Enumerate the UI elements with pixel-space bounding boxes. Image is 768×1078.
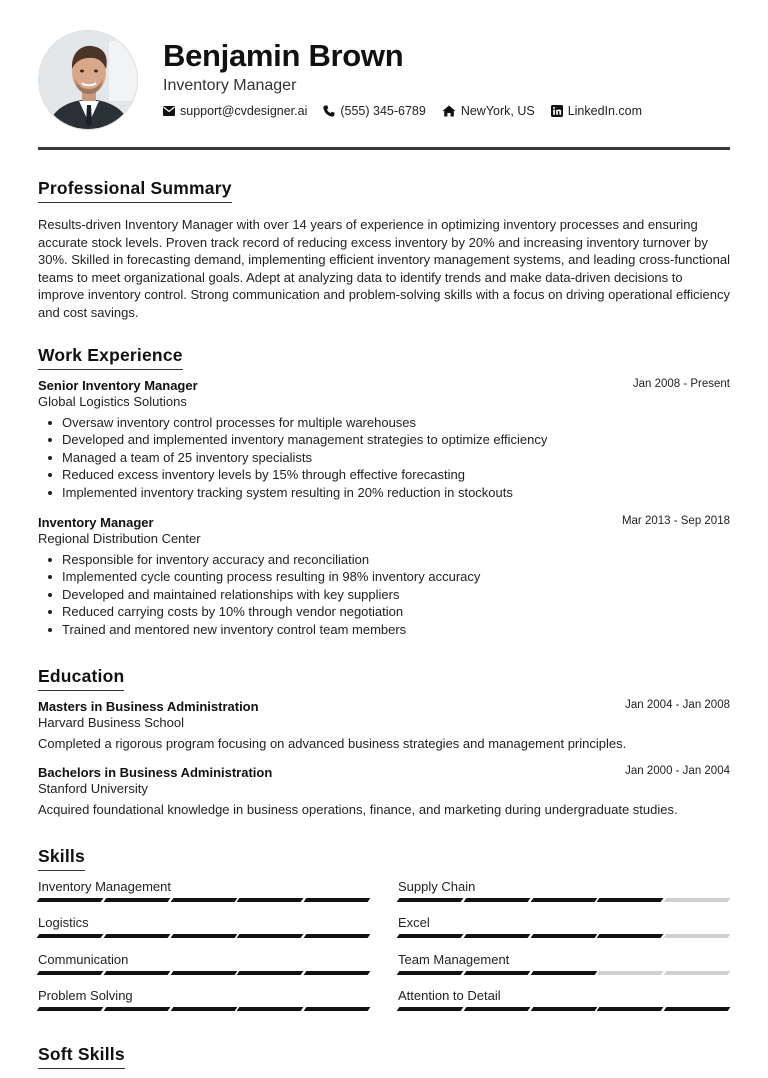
skill-segment-empty xyxy=(664,971,731,975)
job-bullet: Responsible for inventory accuracy and reconciliation xyxy=(62,551,730,568)
skill-segment-filled xyxy=(103,971,170,975)
job-bullet: Developed and implemented inventory management strategies to optimize efficiency xyxy=(62,431,730,448)
skill-level-bar xyxy=(398,1007,729,1011)
skill-name: Problem Solving xyxy=(38,988,133,1003)
job-title: Inventory Manager xyxy=(38,515,154,530)
contact-phone[interactable] xyxy=(323,104,425,118)
home-icon xyxy=(442,105,456,117)
contact-phone-text: (555) 345-6789 xyxy=(340,104,426,118)
education-heading: Education xyxy=(38,666,124,691)
skill-item xyxy=(398,915,729,938)
candidate-name: Benjamin Brown xyxy=(163,38,404,73)
header-divider xyxy=(38,147,730,150)
skill-segment-filled xyxy=(664,1007,731,1011)
skill-name: Supply Chain xyxy=(398,879,476,894)
skill-segment-filled xyxy=(170,898,237,902)
skill-level-bar xyxy=(38,898,369,902)
skill-segment-empty xyxy=(664,898,731,902)
envelope-icon xyxy=(163,106,175,116)
skill-segment-filled xyxy=(170,934,237,938)
skill-item xyxy=(38,879,369,902)
skill-level-bar xyxy=(38,971,369,975)
job-title: Senior Inventory Manager xyxy=(38,378,198,393)
skill-segment-filled xyxy=(397,898,464,902)
job-entry xyxy=(38,378,730,501)
job-bullet: Managed a team of 25 inventory specialists xyxy=(62,449,730,466)
summary-heading: Professional Summary xyxy=(38,178,232,203)
skill-segment-empty xyxy=(664,934,731,938)
contact-email[interactable] xyxy=(163,104,307,118)
skill-segment-filled xyxy=(463,971,530,975)
skill-segment-filled xyxy=(304,934,371,938)
skill-segment-filled xyxy=(463,934,530,938)
contact-location-text: NewYork, US xyxy=(460,104,535,118)
job-date: Jan 2008 - Present xyxy=(632,378,730,390)
skill-name: Attention to Detail xyxy=(398,988,501,1003)
education-date: Jan 2000 - Jan 2004 xyxy=(625,765,730,777)
skill-segment-filled xyxy=(37,971,104,975)
job-bullet: Reduced excess inventory levels by 15% through effective forecasting xyxy=(62,466,730,483)
skill-segment-filled xyxy=(463,1007,530,1011)
skill-segment-filled xyxy=(37,1007,104,1011)
resume-header xyxy=(38,30,730,132)
job-bullet: Implemented cycle counting process resulting in 98% inventory accuracy xyxy=(62,568,730,585)
skill-segment-filled xyxy=(597,898,664,902)
skill-segment-filled xyxy=(237,971,304,975)
skill-segment-filled xyxy=(170,971,237,975)
contact-linkedin-text: LinkedIn.com xyxy=(567,104,643,118)
education-entry xyxy=(38,765,730,817)
avatar xyxy=(38,30,138,130)
job-bullet: Developed and maintained relationships with key suppliers xyxy=(62,586,730,603)
job-company: Regional Distribution Center xyxy=(38,531,201,546)
degree-name: Masters in Business Administration xyxy=(38,699,259,714)
job-date: Mar 2013 - Sep 2018 xyxy=(621,515,730,527)
skill-segment-filled xyxy=(37,934,104,938)
skill-level-bar xyxy=(38,934,369,938)
skill-segment-filled xyxy=(530,971,597,975)
degree-name: Bachelors in Business Administration xyxy=(38,765,273,780)
skill-level-bar xyxy=(398,934,729,938)
job-entry xyxy=(38,515,730,638)
education-description: Acquired foundational knowledge in business operations, finance, and marketing during undergraduate studies. xyxy=(38,802,678,817)
skill-segment-filled xyxy=(463,898,530,902)
skill-level-bar xyxy=(398,898,729,902)
skill-item xyxy=(38,988,369,1011)
job-bullet: Trained and mentored new inventory control team members xyxy=(62,621,730,638)
job-bullets xyxy=(38,414,730,501)
skill-segment-filled xyxy=(37,898,104,902)
skill-segment-filled xyxy=(103,898,170,902)
skill-segment-filled xyxy=(237,934,304,938)
skill-item xyxy=(398,879,729,902)
skill-item xyxy=(398,988,729,1011)
skill-level-bar xyxy=(38,1007,369,1011)
experience-heading: Work Experience xyxy=(38,345,183,370)
contact-list xyxy=(163,104,642,118)
skill-segment-filled xyxy=(304,898,371,902)
skill-segment-filled xyxy=(237,1007,304,1011)
skill-item xyxy=(398,952,729,975)
skills-heading: Skills xyxy=(38,846,85,871)
skill-name: Logistics xyxy=(38,915,89,930)
candidate-title: Inventory Manager xyxy=(163,77,297,94)
job-bullet: Oversaw inventory control processes for multiple warehouses xyxy=(62,414,730,431)
linkedin-icon xyxy=(551,105,563,117)
skill-segment-filled xyxy=(597,1007,664,1011)
skill-segment-filled xyxy=(304,971,371,975)
skill-name: Communication xyxy=(38,952,129,967)
skill-name: Inventory Management xyxy=(38,879,171,894)
job-bullet: Implemented inventory tracking system resulting in 20% reduction in stockouts xyxy=(62,484,730,501)
education-description: Completed a rigorous program focusing on advanced business strategies and management principles. xyxy=(38,736,627,751)
soft-skills-heading: Soft Skills xyxy=(38,1044,125,1069)
skill-segment-filled xyxy=(597,934,664,938)
job-bullets xyxy=(38,551,730,638)
job-company: Global Logistics Solutions xyxy=(38,394,187,409)
education-entry xyxy=(38,699,730,751)
skill-item xyxy=(38,915,369,938)
phone-icon xyxy=(323,105,335,117)
skill-segment-empty xyxy=(597,971,664,975)
skill-segment-filled xyxy=(530,934,597,938)
contact-linkedin[interactable] xyxy=(551,104,642,118)
skill-segment-filled xyxy=(170,1007,237,1011)
skill-segment-filled xyxy=(237,898,304,902)
contact-email-text: support@cvdesigner.ai xyxy=(180,104,308,118)
skill-segment-filled xyxy=(397,971,464,975)
school-name: Stanford University xyxy=(38,781,148,796)
skill-segment-filled xyxy=(397,1007,464,1011)
skill-segment-filled xyxy=(397,934,464,938)
education-date: Jan 2004 - Jan 2008 xyxy=(625,699,730,711)
skill-name: Excel xyxy=(398,915,430,930)
skill-name: Team Management xyxy=(398,952,510,967)
school-name: Harvard Business School xyxy=(38,715,184,730)
job-bullet: Reduced carrying costs by 10% through vendor negotiation xyxy=(62,603,730,620)
contact-location xyxy=(442,104,535,118)
skill-segment-filled xyxy=(103,1007,170,1011)
skill-segment-filled xyxy=(530,898,597,902)
summary-text: Results-driven Inventory Manager with over 14 years of experience in optimizing inventory processes and ensuring accurate stock levels. Proven track record of reducing excess inventory by 20% and increasing inventory turnover by 30%. Skilled in forecasting demand, implementing efficient inventory management systems, and leading cross-functional teams to meet organizational goals. Adept at analyzing data to identify trends and make data-driven decisions to improve inventory control. Strong communication and problem-solving skills with a focus on driving operational efficiency and cost savings. xyxy=(38,217,731,320)
portrait-photo xyxy=(39,31,138,130)
skill-segment-filled xyxy=(304,1007,371,1011)
skill-level-bar xyxy=(398,971,729,975)
skill-segment-filled xyxy=(530,1007,597,1011)
skill-item xyxy=(38,952,369,975)
skill-segment-filled xyxy=(103,934,170,938)
